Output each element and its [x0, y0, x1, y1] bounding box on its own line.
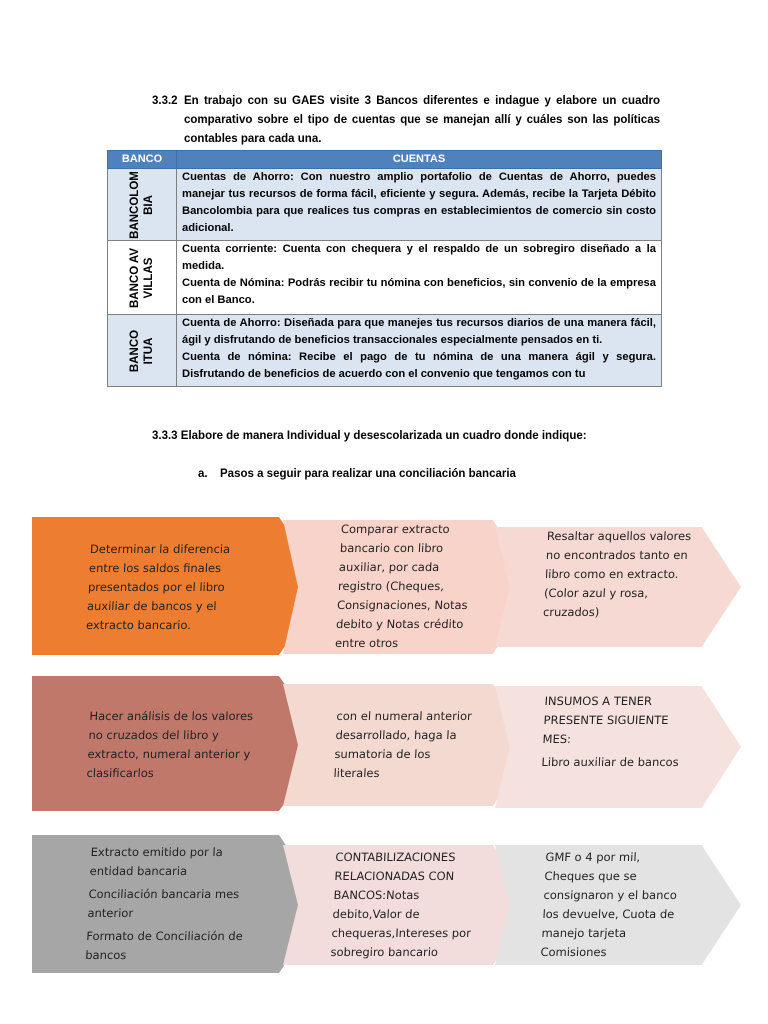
- account-description: Podrás recibir tu nómina con beneficios, sin convenio de la empresa con el Banco.: [182, 277, 656, 306]
- account-title: Cuentas de Ahorro:: [182, 171, 294, 183]
- bank-name: BANCO ITUA: [129, 329, 155, 372]
- account-entry: [182, 241, 656, 275]
- list-item-text: Pasos a seguir para realizar una conciliación bancaria: [220, 468, 516, 480]
- step-6-text: INSUMOS A TENER PRESENTE SIGUIENTE MES: Libro auxiliar de bancos: [541, 694, 680, 769]
- account-description: Recibe el pago de tu nómina de una manera ágil y segura. Disfrutando de beneficios de acuerdo con el convenio que tengamos con tu: [182, 351, 656, 380]
- account-entry: [182, 315, 656, 349]
- table-row: [108, 241, 662, 315]
- section-text: Elabore de manera Individual y desescolarizada un cuadro donde indique:: [180, 430, 587, 442]
- section-number: 3.3.3: [152, 430, 178, 442]
- step-9-text: GMF o 4 por mil, Cheques que se consignaron y el banco los devuelve, Cuota de manejo tarjeta Comisiones: [540, 850, 678, 959]
- bank-name-cell: [108, 169, 177, 241]
- account-title: Cuenta de nómina:: [182, 351, 292, 363]
- table-row: [108, 315, 662, 387]
- bank-name: BANCOLOM BIA: [129, 170, 155, 239]
- account-description: Cuenta con chequera y el respaldo de un sobregiro diseñado a la medida.: [182, 243, 657, 272]
- step-2-text: Comparar extracto bancario con libro auxiliar, por cada registro (Cheques, Consignaciones, Notas debito y Notas crédito entre otros: [334, 522, 468, 650]
- header-cuentas: CUENTAS: [177, 151, 662, 169]
- bank-name-cell: [108, 241, 177, 315]
- accounts-cell: [177, 315, 662, 387]
- accounts-cell: [177, 241, 662, 315]
- step-4-text: Hacer análisis de los valores no cruzados del libro y extracto, numeral anterior y clasificarlos: [86, 709, 254, 780]
- step-8-text: CONTABILIZACIONES RELACIONADAS CON BANCOS:Notas debito,Valor de chequeras,Intereses por sobregiro bancario: [330, 850, 472, 959]
- table-row: [108, 169, 662, 241]
- section-number: 3.3.2: [152, 95, 178, 107]
- account-description: Con nuestro amplio portafolio de Cuentas de Ahorro, puedes manejar tus recursos de forma fácil, eficiente y segura. Además, recibe la Tarjeta Débito Bancolombia para que realices tus compras en establecimientos de comercio sin costo adicional.: [182, 171, 656, 234]
- account-entry: [182, 169, 656, 237]
- account-title: Cuenta de Nómina:: [182, 277, 285, 289]
- section-332: [152, 92, 660, 149]
- step-3-text: Resaltar aquellos valores no encontrados tanto en libro como en extracto. (Color azul y rosa, cruzados): [542, 529, 692, 619]
- bank-name: BANCO AV VILLAS: [129, 247, 155, 308]
- account-title: Cuenta corriente:: [182, 243, 278, 255]
- header-banco: BANCO: [108, 151, 177, 169]
- step-5-text: con el numeral anterior desarrollado, haga la sumatoria de los literales: [333, 709, 473, 780]
- account-description: Diseñada para que manejes tus recursos diarios de una manera fácil, ágil y disfrutando de beneficios transaccionales especialmente pensados en ti.: [182, 317, 656, 346]
- step-1-text: Determinar la diferencia entre los saldos finales presentados por el libro auxiliar de bancos y el extracto bancario.: [85, 542, 231, 632]
- accounts-cell: [177, 169, 662, 241]
- section-text: En trabajo con su GAES visite 3 Bancos diferentes e indague y elabore un cuadro comparativo sobre el tipo de cuentas que se manejan allí y cuáles son las políticas contables para cada una.: [184, 95, 660, 145]
- account-title: Cuenta de Ahorro:: [182, 317, 281, 329]
- banks-table: [107, 150, 662, 387]
- table-header-row: [108, 151, 662, 169]
- section-333: [152, 427, 712, 446]
- list-item-a: [198, 468, 516, 480]
- account-entry: [182, 349, 656, 383]
- bank-name-cell: [108, 315, 177, 387]
- step-7-text: Extracto emitido por la entidad bancaria Conciliación bancaria mes anterior Formato de Conciliación de bancos: [84, 845, 244, 962]
- list-letter: a.: [198, 468, 208, 480]
- account-entry: [182, 275, 656, 309]
